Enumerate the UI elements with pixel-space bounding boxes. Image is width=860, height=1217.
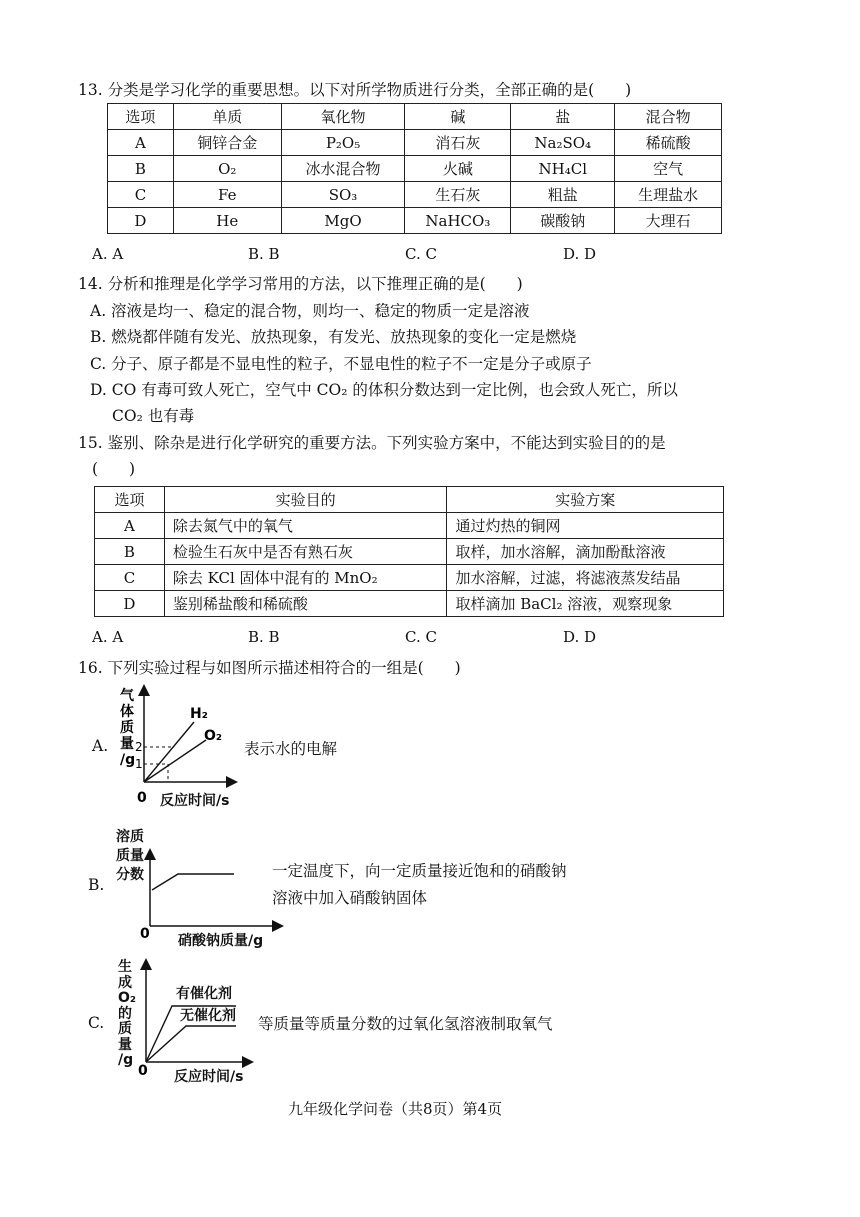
table-cell: 取样，加水溶解，滴加酚酞溶液 (447, 539, 724, 565)
y-label: 量 (120, 736, 134, 752)
q15-stem: 15. 鉴别、除杂是进行化学研究的重要方法。下列实验方案中，不能达到实验目的的是 (78, 434, 666, 452)
choice-c[interactable]: C. C (405, 245, 437, 263)
q15-table (94, 486, 724, 617)
table-cell: 大理石 (615, 208, 722, 234)
q16-a-description: 表示水的电解 (244, 740, 338, 758)
table-cell: A (108, 130, 174, 156)
h2-label: H₂ (190, 706, 208, 722)
table-cell: 通过灼热的铜网 (447, 513, 724, 539)
y-label: 生 (118, 959, 132, 975)
table-cell: 除去 KCl 固体中混有的 MnO₂ (164, 565, 447, 591)
table-cell: 空气 (615, 156, 722, 182)
choice-d[interactable]: D. D (563, 628, 597, 646)
header-cell: 实验方案 (447, 487, 724, 513)
y-label: 体 (120, 704, 134, 720)
table-cell: NaHCO₃ (405, 208, 511, 234)
q14-option-d: D. CO 有毒可致人死亡，空气中 CO₂ 的体积分数达到一定比例，也会致人死亡，所以 (90, 381, 678, 399)
table-header-row (95, 487, 724, 513)
table-cell: A (95, 513, 165, 539)
y-label: 气 (120, 688, 134, 704)
table-row (108, 208, 722, 234)
y-label: 质 (120, 720, 134, 736)
q16-c-catalyst-label: 有催化剂 (176, 986, 232, 1002)
table-cell: 鉴别稀盐酸和稀硫酸 (164, 591, 447, 617)
table-cell: 除去氮气中的氧气 (164, 513, 447, 539)
header-cell: 实验目的 (164, 487, 447, 513)
q16-option-a-letter: A. (92, 737, 109, 755)
table-row (95, 591, 724, 617)
table-cell: C (95, 565, 165, 591)
q16-option-c-letter: C. (88, 1014, 105, 1032)
q14-stem: 14. 分析和推理是化学学习常用的方法，以下推理正确的是( ) (78, 275, 523, 293)
header-cell: 选项 (95, 487, 165, 513)
table-cell: SO₃ (281, 182, 405, 208)
y-label: 量 (118, 1036, 132, 1053)
o2-label: O₂ (204, 728, 223, 744)
table-cell: 稀硫酸 (615, 130, 722, 156)
header-cell: 单质 (173, 104, 281, 130)
y-label: /g (120, 752, 136, 768)
q13-table (107, 103, 722, 234)
table-cell: D (108, 208, 174, 234)
q13-stem: 13. 分类是学习化学的重要思想。以下对所学物质进行分类，全部正确的是( ) (78, 81, 632, 99)
table-cell: 取样滴加 BaCl₂ 溶液，观察现象 (447, 591, 724, 617)
table-cell: 生石灰 (405, 182, 511, 208)
y-label: 溶质 (116, 829, 144, 845)
choice-a[interactable]: A. A (92, 628, 124, 646)
table-cell: B (108, 156, 174, 182)
table-row (108, 156, 722, 182)
y-label: 质量 (116, 848, 144, 864)
table-cell: O₂ (173, 156, 281, 182)
q16-b-description-line2: 溶液中加入硝酸钠固体 (272, 889, 428, 907)
header-cell: 氧化物 (281, 104, 405, 130)
q16-b-description-line1: 一定温度下，向一定质量接近饱和的硝酸钠 (272, 862, 567, 880)
table-cell: 火碱 (405, 156, 511, 182)
o2-line (144, 740, 206, 782)
table-cell: P₂O₅ (281, 130, 405, 156)
header-cell: 混合物 (615, 104, 722, 130)
q14-option-c: C. 分子、原子都是不显电性的粒子，不显电性的粒子不一定是分子或原子 (90, 355, 592, 373)
choice-b[interactable]: B. B (248, 628, 280, 646)
q16-stem: 16. 下列实验过程与如图所示描述相符合的一组是( ) (78, 659, 461, 677)
q16-c-xlabel: 反应时间/s (174, 1069, 244, 1085)
table-cell: D (95, 591, 165, 617)
table-cell: 生理盐水 (615, 182, 722, 208)
table-cell: 粗盐 (511, 182, 615, 208)
q16-b-xlabel: 硝酸钠质量/g (178, 933, 264, 949)
y-label: 的 (118, 1005, 132, 1022)
origin-label: 0 (140, 926, 150, 942)
tick-label: 1 (135, 757, 143, 771)
choice-c[interactable]: C. C (405, 628, 437, 646)
table-row (108, 130, 722, 156)
table-cell: MgO (281, 208, 405, 234)
q16-a-xlabel: 反应时间/s (160, 793, 230, 809)
page-footer: 九年级化学问卷（共8页）第4页 (288, 1100, 503, 1118)
table-row (95, 565, 724, 591)
table-cell: 检验生石灰中是否有熟石灰 (164, 539, 447, 565)
y-label: O₂ (118, 990, 137, 1006)
table-cell: 碳酸钠 (511, 208, 615, 234)
q16-option-b-letter: B. (88, 876, 105, 894)
table-cell: C (108, 182, 174, 208)
q14-option-d-continued: CO₂ 也有毒 (112, 407, 195, 425)
choice-a[interactable]: A. A (92, 245, 124, 263)
table-cell: Na₂SO₄ (511, 130, 615, 156)
header-cell: 盐 (511, 104, 615, 130)
table-cell: Fe (173, 182, 281, 208)
concentration-line (152, 874, 234, 890)
y-label: 分数 (116, 867, 144, 883)
y-label: /g (118, 1052, 134, 1068)
table-row (95, 513, 724, 539)
table-cell: B (95, 539, 165, 565)
origin-label: 0 (137, 790, 147, 806)
y-label: 成 (118, 974, 132, 991)
q14-option-b: B. 燃烧都伴随有发光、放热现象，有发光、放热现象的变化一定是燃烧 (90, 328, 577, 346)
y-label: 质 (118, 1021, 132, 1037)
table-cell: NH₄Cl (511, 156, 615, 182)
header-cell: 碱 (405, 104, 511, 130)
q16-c-ylabel (118, 960, 136, 1069)
q16-b-ylabel (116, 828, 144, 885)
tick-label: 2 (135, 740, 143, 754)
table-cell: 消石灰 (405, 130, 511, 156)
table-row (108, 182, 722, 208)
table-cell: 铜锌合金 (173, 130, 281, 156)
q16-graph-a (110, 680, 240, 808)
choice-b[interactable]: B. B (248, 245, 280, 263)
origin-label: 0 (138, 1063, 148, 1076)
q14-option-a: A. 溶液是均一、稳定的混合物，则均一、稳定的物质一定是溶液 (90, 302, 530, 320)
choice-d[interactable]: D. D (563, 245, 597, 263)
table-cell: 加水溶解，过滤，将滤液蒸发结晶 (447, 565, 724, 591)
table-cell: He (173, 208, 281, 234)
table-cell: 冰水混合物 (281, 156, 405, 182)
q16-c-description: 等质量等质量分数的过氧化氢溶液制取氧气 (258, 1015, 553, 1033)
header-cell: 选项 (108, 104, 174, 130)
table-header-row (108, 104, 722, 130)
table-row (95, 539, 724, 565)
q15-answer-bracket: ( ) (92, 460, 136, 478)
q16-c-no-catalyst-label: 无催化剂 (180, 1008, 236, 1024)
h2-line (144, 722, 194, 782)
